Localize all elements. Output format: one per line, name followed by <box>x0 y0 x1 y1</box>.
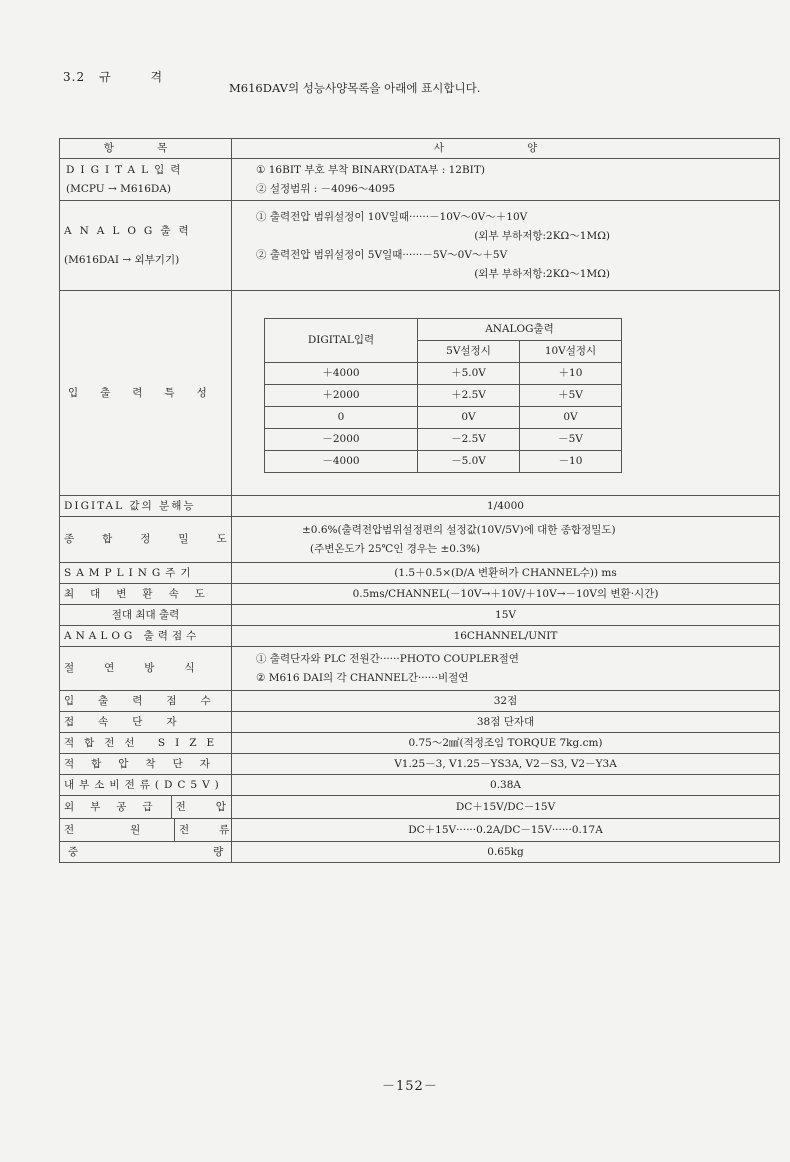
wire-size-label: 적합전선 SIZE <box>60 733 232 754</box>
io-col-digital: DIGITAL입력 <box>265 318 418 362</box>
internal-current-value: 0.38A <box>232 775 780 796</box>
voltage-value: DC＋15V/DC－15V <box>232 796 779 819</box>
resolution-value: 1/4000 <box>232 496 780 517</box>
table-row <box>60 563 780 584</box>
accuracy-value-2: (주변온도가 25℃인 경우는 ±0.3%) <box>310 542 481 555</box>
voltage-label: 전압 <box>175 800 256 813</box>
table-row <box>60 712 780 733</box>
section-title: 규 격 <box>99 70 181 84</box>
table-row: 0 0V 0V <box>265 406 622 428</box>
ext-power-label-top: 외부공급 <box>60 796 172 818</box>
crimp-value: V1.25－3, V1.25－YS3A, V2－S3, V2－Y3A <box>232 754 780 775</box>
table-row <box>60 691 780 712</box>
table-row <box>60 754 780 775</box>
table-row <box>60 647 780 691</box>
io-points-label: 입출력점수 <box>60 691 232 712</box>
table-row <box>60 584 780 605</box>
weight-value: 0.65kg <box>232 842 780 863</box>
sampling-label: SAMPLING주기 <box>60 563 232 584</box>
table-row <box>60 842 780 863</box>
analog-output-label: ANALOG출력 <box>64 224 197 237</box>
table-row <box>60 775 780 796</box>
accuracy-label: 종합정밀도 <box>60 517 232 563</box>
table-row <box>60 733 780 754</box>
io-col-5v: 5V설정시 <box>418 340 520 362</box>
io-col-analog: ANALOG출력 <box>418 318 622 340</box>
max-speed-value: 0.5ms/CHANNEL(－10V→＋10V/＋10V→－10V의 변환·시간) <box>232 584 780 605</box>
insulation-value-1: ① 출력단자와 PLC 전원간······PHOTO COUPLER절연 <box>256 652 519 665</box>
table-row <box>60 201 780 291</box>
table-row: －4000 －5.0V －10 <box>265 450 622 472</box>
digital-input-spec-2: ② 설정범위 : －4096～4095 <box>256 182 396 195</box>
terminals-value: 38점 단자대 <box>232 712 780 733</box>
table-row <box>60 159 780 201</box>
resolution-label: DIGITAL 값의 분해능 <box>60 496 232 517</box>
io-char-label: 입출력특성 <box>68 386 229 399</box>
io-col-10v: 10V설정시 <box>520 340 622 362</box>
ext-power-label-bottom: 전원 <box>60 819 175 841</box>
analog-output-label-2: (M616DAI → 외부기기) <box>64 253 180 266</box>
intro-text: M616DAV의 성능사양목록을 아래에 표시합니다. <box>229 81 481 95</box>
abs-max-label: 절대 최대 출력 <box>60 605 232 626</box>
accuracy-value-1: ±0.6%(출력전압범위설정편의 설정값(10V/5V)에 대한 종합정밀도) <box>302 523 616 536</box>
table-row: ＋2000 ＋2.5V ＋5V <box>265 384 622 406</box>
io-characteristics-table <box>264 318 622 473</box>
table-row <box>60 291 780 496</box>
table-row <box>60 605 780 626</box>
analog-spec-2b: (외부 부하저항:2KΩ～1MΩ) <box>474 267 610 280</box>
digital-input-label: DIGITAL입력 <box>66 163 187 176</box>
page-number: －152－ <box>382 1079 438 1094</box>
terminals-label: 접속단자 <box>60 712 232 733</box>
io-header-row <box>265 318 622 340</box>
weight-label: 중량 <box>60 842 232 863</box>
analog-spec-2: ② 출력전압 범위설정이 5V일때······－5V～0V～＋5V <box>256 248 508 261</box>
digital-input-spec-1: ① 16BIT 부호 부착 BINARY(DATA부 : 12BIT) <box>256 163 485 176</box>
section-heading <box>63 68 180 85</box>
channels-value: 16CHANNEL/UNIT <box>232 626 780 647</box>
header-item: 항 목 <box>60 139 232 159</box>
sampling-value: (1.5＋0.5×(D/A 변환허가 CHANNEL수)) ms <box>232 563 780 584</box>
channels-label: ANALOG 출력점수 <box>60 626 232 647</box>
current-label: 전류 <box>179 823 260 836</box>
analog-spec-1b: (외부 부하저항:2KΩ～1MΩ) <box>474 229 610 242</box>
analog-spec-1: ① 출력전압 범위설정이 10V일때······－10V～0V～＋10V <box>256 210 528 223</box>
abs-max-value: 15V <box>232 605 780 626</box>
table-row <box>60 796 780 842</box>
spec-table <box>59 138 780 863</box>
crimp-label: 적합압착단자 <box>60 754 232 775</box>
wire-size-value: 0.75～2㎟(적정조임 TORQUE 7kg.cm) <box>232 733 780 754</box>
insulation-value-2: ② M616 DAI의 각 CHANNEL간······비절연 <box>256 671 469 684</box>
table-row: －2000 －2.5V －5V <box>265 428 622 450</box>
table-row <box>60 517 780 563</box>
table-row: ＋4000 ＋5.0V ＋10 <box>265 362 622 384</box>
internal-current-label: 내부소비전류(DC5V) <box>60 775 232 796</box>
section-number: 3.2 <box>63 70 86 84</box>
insulation-label: 절연방식 <box>60 647 232 691</box>
max-speed-label: 최대변환속도 <box>60 584 232 605</box>
table-row <box>60 626 780 647</box>
table-row <box>60 496 780 517</box>
current-value: DC＋15V······0.2A/DC－15V······0.17A <box>408 823 603 836</box>
io-points-value: 32점 <box>232 691 780 712</box>
table-header <box>60 139 780 159</box>
digital-input-label-2: (MCPU → M616DA) <box>66 182 171 195</box>
header-spec: 사 양 <box>232 139 780 159</box>
